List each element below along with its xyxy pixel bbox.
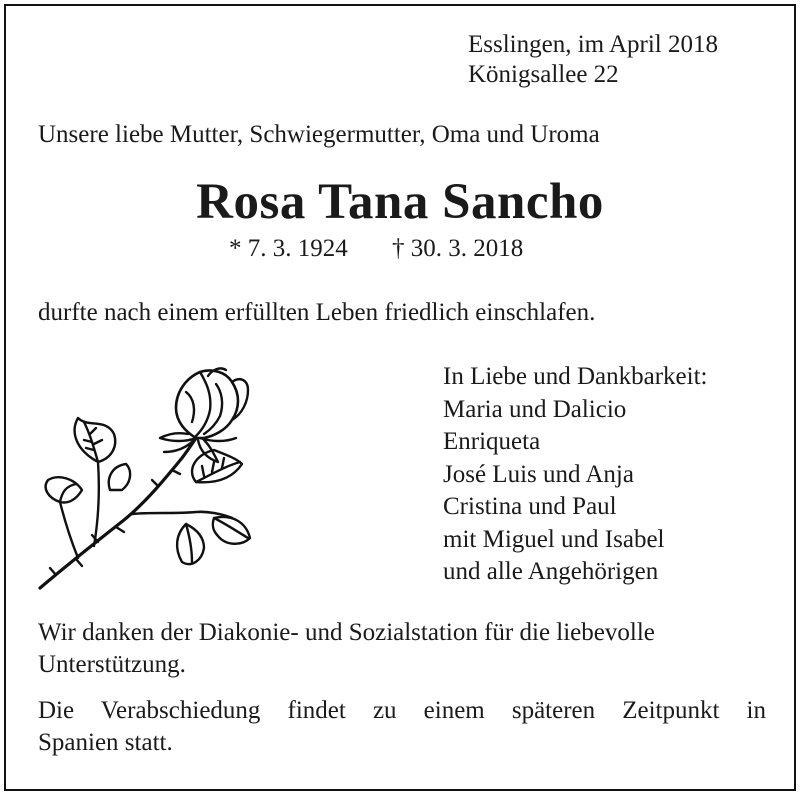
deceased-name: Rosa Tana Sancho [196, 174, 604, 230]
thanks-line-1: Wir danken der Diakonie- und Sozialstation für die liebevolle [38, 619, 655, 646]
mourner-name: und alle Angehörigen [443, 558, 659, 585]
passing-sentence: durfte nach einem erfüllten Leben friedlich einschlafen. [38, 299, 596, 326]
mourners-heading: In Liebe und Dankbarkeit: [443, 363, 708, 390]
farewell-line-1: Die Verabschiedung findet zu einem späteren Zeitpunkt in [38, 697, 766, 724]
mourner-name: Cristina und Paul [443, 493, 617, 520]
life-dates [229, 233, 523, 265]
mourners-list [443, 394, 708, 589]
death-date: † 30. 3. 2018 [392, 235, 524, 262]
place-date: Esslingen, im April 2018 [468, 31, 718, 58]
mourner-name: Enriqueta [443, 428, 541, 455]
farewell-paragraph [38, 695, 766, 759]
intro-text: Unsere liebe Mutter, Schwiegermutter, Oma und Uroma [38, 121, 600, 148]
birth-date: * 7. 3. 1924 [229, 235, 348, 262]
mourner-name: José Luis und Anja [443, 460, 634, 488]
farewell-line-2: Spanien statt. [38, 729, 173, 756]
mourners-block [443, 361, 708, 589]
rose-icon [36, 362, 254, 594]
mourner-name: mit Miguel und Isabel [443, 525, 665, 553]
thanks-paragraph [38, 617, 768, 681]
address: Königsallee 22 [468, 61, 619, 88]
place-date-block [468, 30, 718, 90]
thanks-line-2: Unterstützung. [38, 651, 186, 678]
mourner-name: Maria und Dalicio [443, 395, 627, 423]
